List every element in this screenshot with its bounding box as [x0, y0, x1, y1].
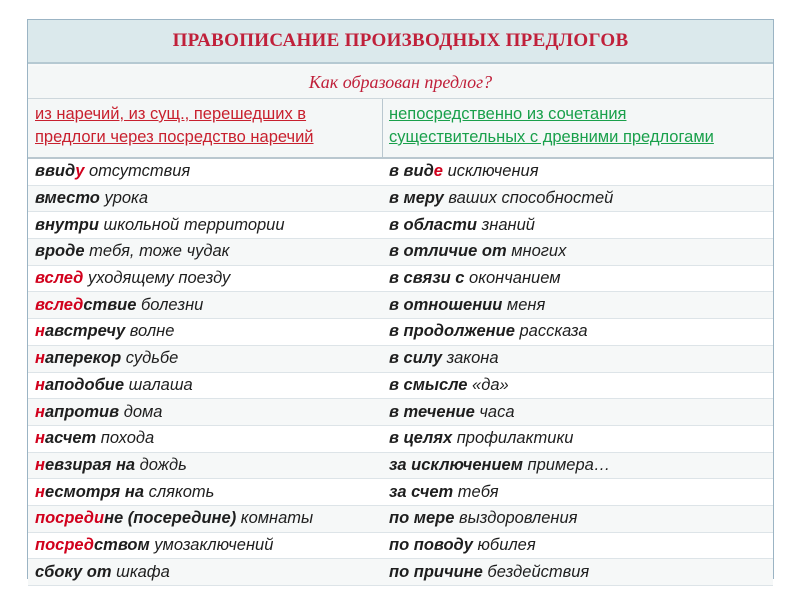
- adverb-derived-cell: [35, 559, 170, 585]
- text-segment: не (посередине): [104, 509, 237, 528]
- text-segment: евзирая на: [44, 455, 136, 474]
- prepositions-table: [27, 19, 774, 579]
- adverb-derived-cell: [35, 292, 203, 318]
- text-segment: вслед: [35, 295, 84, 314]
- text-segment: австречу: [44, 322, 126, 341]
- subtitle-row: [28, 66, 773, 99]
- adverb-derived-cell: [35, 239, 229, 265]
- table-row: [28, 559, 773, 586]
- table-row: [28, 479, 773, 506]
- noun-derived-cell: [389, 266, 561, 292]
- text-segment: н: [35, 429, 45, 448]
- text-segment: н: [35, 375, 45, 394]
- text-segment: многих: [506, 242, 567, 261]
- text-segment: дождь: [135, 455, 187, 474]
- text-segment: рассказа: [514, 322, 588, 341]
- text-segment: юбилея: [472, 535, 536, 554]
- title-row: [28, 20, 773, 64]
- text-segment: волне: [125, 322, 175, 341]
- text-segment: школьной территории: [98, 215, 285, 234]
- table-row: [28, 212, 773, 239]
- adverb-derived-cell: [35, 186, 148, 212]
- adverb-derived-cell: [35, 212, 285, 238]
- text-segment: по поводу: [389, 535, 473, 554]
- adverb-derived-cell: [35, 506, 313, 532]
- text-segment: в меру: [389, 189, 444, 208]
- text-segment: в области: [389, 215, 477, 234]
- table-row: [28, 159, 773, 186]
- table-row: [28, 373, 773, 400]
- text-segment: сбоку от: [35, 562, 112, 581]
- text-segment: ввид: [35, 162, 76, 181]
- table-row: [28, 426, 773, 453]
- text-segment: апротив: [44, 402, 120, 421]
- noun-derived-cell: [389, 426, 573, 452]
- noun-derived-cell: [389, 292, 545, 318]
- adverb-derived-cell: [35, 373, 193, 399]
- table-body: [28, 159, 773, 586]
- noun-derived-cell: [389, 186, 613, 212]
- table-row: [28, 319, 773, 346]
- noun-derived-cell: [389, 346, 499, 372]
- text-segment: уходящему поезду: [83, 269, 231, 288]
- text-segment: ваших способностей: [443, 189, 614, 208]
- right-column-header: [389, 103, 773, 149]
- text-segment: примера…: [522, 455, 611, 474]
- text-segment: отсутствия: [84, 162, 191, 181]
- right-header-line: непосредственно из сочетания: [389, 105, 627, 123]
- table-row: [28, 266, 773, 293]
- column-headers: [28, 99, 773, 159]
- adverb-derived-cell: [35, 426, 154, 452]
- noun-derived-cell: [389, 479, 499, 505]
- adverb-derived-cell: [35, 346, 178, 372]
- text-segment: ствие: [83, 295, 137, 314]
- text-segment: посред: [35, 535, 94, 554]
- text-segment: в смысле: [389, 375, 468, 394]
- left-column-header: [35, 103, 375, 149]
- page-title: ПРАВОПИСАНИЕ ПРОИЗВОДНЫХ ПРЕДЛОГОВ: [172, 30, 629, 51]
- noun-derived-cell: [389, 399, 515, 425]
- right-header-line: существительных с древними предлогами: [389, 128, 714, 146]
- table-row: [28, 399, 773, 426]
- text-segment: знаний: [477, 215, 535, 234]
- text-segment: урока: [99, 189, 149, 208]
- text-segment: в целях: [389, 429, 453, 448]
- table-row: [28, 346, 773, 373]
- noun-derived-cell: [389, 159, 539, 185]
- text-segment: похода: [96, 429, 155, 448]
- text-segment: асчет: [44, 429, 97, 448]
- adverb-derived-cell: [35, 266, 230, 292]
- text-segment: бездействия: [482, 562, 590, 581]
- adverb-derived-cell: [35, 399, 162, 425]
- adverb-derived-cell: [35, 319, 174, 345]
- table-row: [28, 533, 773, 560]
- text-segment: в течение: [389, 402, 475, 421]
- text-segment: в продолжение: [389, 322, 515, 341]
- text-segment: посреди: [35, 509, 105, 528]
- text-segment: за исключением: [389, 455, 523, 474]
- text-segment: дома: [119, 402, 163, 421]
- text-segment: профилактики: [452, 429, 574, 448]
- table-row: [28, 292, 773, 319]
- text-segment: окончанием: [464, 269, 561, 288]
- table-row: [28, 239, 773, 266]
- text-segment: вместо: [35, 189, 100, 208]
- text-segment: за счет: [389, 482, 454, 501]
- text-segment: шкафа: [111, 562, 170, 581]
- noun-derived-cell: [389, 239, 566, 265]
- text-segment: судьбе: [121, 349, 179, 368]
- text-segment: болезни: [136, 295, 204, 314]
- text-segment: в вид: [389, 162, 434, 181]
- noun-derived-cell: [389, 559, 589, 585]
- noun-derived-cell: [389, 319, 588, 345]
- text-segment: тебя, тоже чудак: [84, 242, 230, 261]
- text-segment: слякоть: [144, 482, 215, 501]
- table-row: [28, 186, 773, 213]
- text-segment: внутри: [35, 215, 99, 234]
- left-header-line: из наречий, из сущ., перешедших в: [35, 105, 307, 123]
- noun-derived-cell: [389, 373, 509, 399]
- text-segment: есмотря на: [44, 482, 145, 501]
- text-segment: н: [35, 322, 45, 341]
- text-segment: н: [35, 482, 45, 501]
- text-segment: комнаты: [236, 509, 314, 528]
- text-segment: меня: [502, 295, 546, 314]
- text-segment: у: [75, 162, 85, 181]
- text-segment: ством: [94, 535, 150, 554]
- adverb-derived-cell: [35, 453, 187, 479]
- text-segment: в отличие от: [389, 242, 507, 261]
- text-segment: закона: [442, 349, 499, 368]
- text-segment: аподобие: [44, 375, 125, 394]
- text-segment: н: [35, 402, 45, 421]
- text-segment: е: [433, 162, 443, 181]
- left-header-line: предлоги через посредство наречий: [35, 128, 314, 146]
- text-segment: «да»: [467, 375, 509, 394]
- noun-derived-cell: [389, 453, 610, 479]
- text-segment: в связи с: [389, 269, 465, 288]
- text-segment: по мере: [389, 509, 455, 528]
- noun-derived-cell: [389, 506, 577, 532]
- text-segment: вроде: [35, 242, 85, 261]
- text-segment: умозаключений: [149, 535, 274, 554]
- text-segment: в отношении: [389, 295, 503, 314]
- text-segment: вслед: [35, 269, 84, 288]
- text-segment: часа: [474, 402, 515, 421]
- text-segment: аперекор: [44, 349, 122, 368]
- text-segment: н: [35, 455, 45, 474]
- adverb-derived-cell: [35, 159, 190, 185]
- text-segment: выздоровления: [454, 509, 578, 528]
- text-segment: шалаша: [124, 375, 193, 394]
- adverb-derived-cell: [35, 533, 273, 559]
- text-segment: тебя: [453, 482, 499, 501]
- noun-derived-cell: [389, 212, 535, 238]
- text-segment: исключения: [442, 162, 539, 181]
- subtitle: Как образован предлог?: [308, 71, 493, 92]
- text-segment: в силу: [389, 349, 443, 368]
- text-segment: по причине: [389, 562, 483, 581]
- noun-derived-cell: [389, 533, 536, 559]
- table-row: [28, 506, 773, 533]
- table-row: [28, 453, 773, 480]
- text-segment: н: [35, 349, 45, 368]
- adverb-derived-cell: [35, 479, 214, 505]
